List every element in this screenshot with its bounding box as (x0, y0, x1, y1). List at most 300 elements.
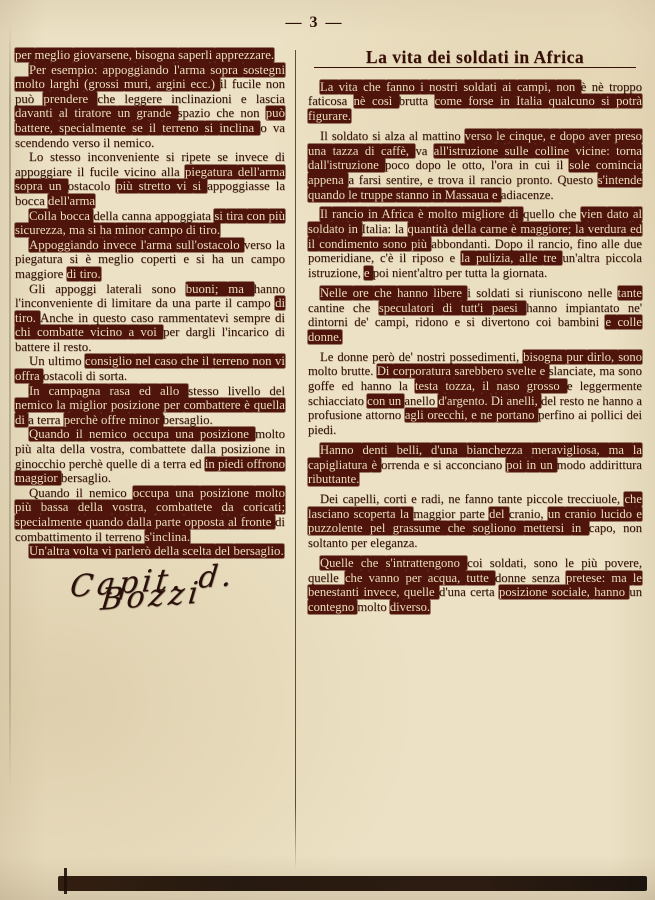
word: un (629, 585, 642, 600)
word: si (87, 223, 100, 238)
word: si (515, 285, 530, 300)
word: bocca (60, 208, 94, 223)
word: è (511, 222, 521, 237)
word: con (246, 208, 269, 223)
word: di (15, 412, 29, 427)
word: che (624, 491, 642, 506)
word: corporatura (392, 364, 455, 379)
word: diverso. (389, 599, 431, 614)
word: grassume (392, 521, 448, 536)
word: capo, (588, 521, 624, 536)
word: tiro. (79, 266, 101, 281)
word: che (363, 79, 387, 94)
word: è (371, 457, 382, 472)
word: in (500, 94, 517, 109)
word: anelli, (506, 393, 541, 408)
word: hanno (360, 379, 399, 394)
paragraph (15, 63, 285, 151)
word: ne (587, 393, 603, 408)
word: fino (576, 236, 602, 251)
word: Il (320, 128, 332, 143)
word: istruzione, (308, 266, 364, 281)
word: tante (617, 285, 643, 300)
word: di (275, 310, 285, 325)
word: e (492, 187, 501, 202)
word: mattino (422, 128, 465, 143)
word: davanti (15, 106, 59, 121)
word: dalla (190, 442, 221, 457)
word: la (394, 222, 408, 237)
word: si (601, 94, 617, 109)
word: che (447, 521, 473, 536)
word: qualcuno (548, 94, 602, 109)
word: s'intende (597, 172, 643, 187)
word: (grossi (84, 77, 124, 92)
word: e (423, 457, 434, 472)
word: quello (523, 207, 559, 222)
word: in (348, 222, 362, 237)
word: verso (243, 237, 276, 252)
word: del (489, 506, 509, 521)
word: hanno (602, 393, 637, 408)
word: portano (495, 408, 539, 423)
word: vicino (123, 164, 162, 179)
word: che (360, 555, 386, 570)
word: due (623, 236, 643, 251)
word: colle (617, 315, 642, 330)
word: offrono (246, 456, 286, 471)
word: appoggiare (15, 164, 78, 179)
word: di (275, 150, 285, 165)
word: forse (468, 94, 500, 109)
word: la (398, 379, 415, 394)
paragraph (15, 238, 285, 282)
word: alle (519, 251, 544, 266)
word: tutt'i (460, 300, 492, 315)
word: giovarsene, (73, 48, 136, 62)
word: non (265, 77, 285, 92)
word: quelle (308, 570, 345, 585)
word: di (275, 296, 286, 311)
word: hanno (594, 585, 630, 600)
word: s'inclina. (144, 529, 191, 544)
word: Anche (39, 310, 79, 325)
word: abbondanti. (431, 236, 495, 251)
word: la (275, 237, 285, 252)
word: cranio (564, 506, 601, 521)
word: a (128, 325, 141, 340)
word: ne (448, 491, 465, 506)
word: il (225, 296, 237, 311)
word: al (58, 106, 75, 121)
word: vicine: (575, 143, 617, 158)
word: i (467, 285, 477, 300)
word: il (75, 427, 89, 442)
word: ridono (415, 315, 455, 330)
word: riuniscono (529, 285, 588, 300)
word: in (204, 456, 219, 471)
word: dell'arma (237, 164, 285, 179)
word: libere (433, 285, 468, 300)
word: non (240, 106, 266, 121)
word: del (214, 544, 234, 559)
word: donne. (308, 329, 342, 344)
word: sentire, (385, 172, 428, 187)
word: possedimenti, (449, 349, 524, 364)
word: condimento (319, 236, 383, 251)
word: per (15, 48, 35, 62)
word: e (427, 172, 438, 187)
word: in (431, 187, 445, 202)
word: pretese: (566, 570, 612, 585)
word: può (265, 106, 285, 121)
word: si (69, 252, 86, 267)
word: muri, (123, 77, 157, 92)
word: più (15, 500, 41, 515)
word: un (540, 457, 557, 472)
word: una (175, 427, 200, 442)
word: di (85, 369, 100, 384)
word: tutta (464, 266, 491, 281)
word: caffè, (381, 143, 416, 158)
word: della (60, 442, 91, 457)
word: ed (189, 456, 205, 471)
word: un (230, 252, 251, 267)
word: l'arma (140, 237, 177, 252)
word: il (77, 164, 90, 179)
word: nè (353, 94, 372, 109)
word: parlerò (114, 544, 155, 559)
word: e (454, 315, 467, 330)
word: non (556, 79, 581, 94)
word: in (78, 310, 93, 325)
word: d'una (439, 585, 471, 600)
word: leggere (124, 91, 172, 106)
word: vi (176, 179, 193, 194)
word: apprezzare. (215, 48, 275, 62)
word: piegatura (185, 164, 238, 179)
word: pollici (590, 408, 627, 423)
page-number: — 3 — (285, 14, 344, 31)
word: inclina (219, 120, 261, 135)
word: hanno (397, 285, 434, 300)
word: posizione (110, 398, 164, 413)
word: battere, (15, 120, 60, 135)
word: le (496, 128, 510, 143)
word: vicino (90, 325, 129, 340)
word: acqua, (427, 570, 467, 585)
word: di (185, 223, 200, 238)
word: Quando (29, 427, 76, 442)
word: sulle (504, 143, 535, 158)
word: tiratore (74, 106, 118, 121)
word: invece (234, 150, 276, 165)
paragraph (308, 443, 642, 487)
word: spazio (177, 106, 217, 121)
word: per (163, 398, 184, 413)
word: nemico (89, 485, 133, 500)
word: stesso (50, 150, 88, 165)
word: quando (85, 515, 127, 529)
word: corti (383, 491, 412, 506)
word: sopra (210, 62, 244, 77)
word: otto, (462, 158, 491, 173)
word: larghi (49, 77, 85, 92)
word: posizione (199, 427, 256, 442)
word: la (490, 266, 503, 281)
word: inconveniente (87, 150, 167, 165)
word: nostri (429, 79, 464, 94)
signature: Capit. d. Bozzi (68, 557, 238, 618)
word: ma (608, 442, 633, 457)
word: ma (228, 281, 254, 296)
word: e (550, 128, 560, 143)
word: della (77, 500, 113, 515)
word: ed (341, 379, 361, 394)
word: paesi (491, 300, 527, 315)
word: quelle (403, 585, 440, 600)
word: occupa (132, 485, 176, 500)
word: sarebbero (454, 364, 507, 379)
word: terreno (105, 529, 145, 544)
word: campo (250, 252, 285, 267)
word: in (275, 442, 285, 457)
word: e (605, 315, 618, 330)
word: soldato (308, 222, 349, 237)
word: la (56, 398, 70, 413)
word: inclinazioni (171, 91, 241, 106)
word: naso (496, 379, 527, 394)
word: della (451, 222, 481, 237)
word: si (166, 150, 182, 165)
word: Il (320, 207, 333, 222)
word: testa (415, 379, 446, 394)
word: resto. (63, 339, 92, 354)
word: pulizia, (475, 251, 520, 266)
word: ginocchio (15, 456, 69, 471)
word: tre (543, 251, 563, 266)
word: come (434, 94, 469, 109)
word: il (53, 339, 64, 354)
word: maggior (413, 506, 460, 521)
scan-edge-tick (64, 868, 67, 894)
scan-edge-bottom (58, 876, 647, 891)
word: un (48, 179, 68, 194)
word: Un'altra (29, 544, 73, 559)
word: benestanti (308, 585, 364, 600)
word: combatte (36, 325, 91, 340)
word: brutte. (340, 364, 377, 379)
word: stanno (395, 187, 432, 202)
word: riposo (412, 251, 450, 266)
word: Quando (29, 485, 76, 500)
word: parte (195, 296, 225, 311)
word: campi, (516, 79, 557, 94)
word: Di (490, 393, 507, 408)
word: ne (480, 408, 496, 423)
word: non (623, 521, 642, 536)
word: della (154, 544, 183, 559)
word: povere, (604, 555, 642, 570)
word: trova (437, 172, 469, 187)
word: quella (253, 398, 285, 413)
word: rancio, (538, 236, 577, 251)
word: impiantato (565, 300, 628, 315)
word: si (204, 120, 220, 135)
word: brutta (398, 94, 435, 109)
word: e (566, 379, 580, 394)
word: un'altra (562, 251, 606, 266)
word: prendere (43, 91, 98, 106)
word: la (575, 222, 588, 237)
word: di (508, 207, 524, 222)
word: goffe (308, 379, 342, 394)
page-columns (15, 48, 642, 870)
word: maggior (15, 471, 61, 486)
word: attorno (365, 408, 405, 423)
word: del (540, 393, 560, 408)
word: dopo (415, 158, 447, 173)
word: livello (227, 383, 270, 398)
word: perfino (538, 408, 579, 423)
word: da (221, 500, 244, 515)
word: anello (404, 393, 439, 408)
word: all'istruzione (433, 143, 505, 158)
word: hanno (253, 281, 286, 296)
word: ha (211, 252, 231, 267)
word: il (556, 158, 570, 173)
word: terreno (212, 354, 253, 369)
word: vostra, (90, 442, 130, 457)
word: al (409, 128, 423, 143)
word: un (547, 506, 565, 521)
word: più (581, 555, 605, 570)
word: Quelle (320, 555, 361, 570)
word: che (558, 207, 581, 222)
word: che (344, 570, 369, 585)
word: tira (226, 208, 247, 223)
word: posizione (220, 442, 276, 457)
word: buoni; (185, 281, 229, 296)
word: ai (502, 79, 517, 94)
word: Un (29, 354, 49, 369)
word: laterali (106, 281, 152, 296)
word: addirittura (589, 457, 642, 472)
word: sono (618, 364, 642, 379)
word: ecc.) (190, 77, 220, 92)
word: in (367, 207, 382, 222)
word: offra (15, 369, 43, 384)
word: offre (101, 412, 129, 427)
word: in (571, 521, 589, 536)
word: dei (626, 408, 642, 423)
word: terreno (162, 120, 205, 135)
word: dalla (126, 515, 156, 529)
word: grande (136, 106, 178, 121)
word: d'argento. (438, 393, 491, 408)
word: poi (506, 457, 527, 472)
paragraph (15, 282, 285, 355)
word: bocca (15, 193, 49, 208)
word: piegatura (15, 252, 70, 267)
word: bersaglio. (162, 412, 213, 427)
word: pomeridiane, (308, 251, 380, 266)
word: il (219, 77, 232, 92)
word: verso (464, 128, 497, 143)
word: carne (480, 222, 512, 237)
word: Lo (29, 150, 51, 165)
word: minor (128, 412, 163, 427)
word: denti (362, 442, 397, 457)
word: maggiore; (520, 222, 576, 237)
word: dopo (559, 128, 589, 143)
word: miglior (69, 398, 111, 413)
word: posizione (199, 485, 256, 500)
word: sociale, (551, 585, 595, 600)
word: pur (566, 349, 588, 364)
word: sogliono (472, 521, 524, 536)
word: grosso (526, 379, 567, 394)
word: di (442, 300, 461, 315)
word: soltanto (308, 536, 352, 551)
word: per (351, 536, 371, 551)
word: nostri (416, 349, 450, 364)
word: tutte (466, 570, 495, 585)
paragraph (308, 350, 642, 438)
word: divertono (481, 315, 536, 330)
word: va (272, 120, 285, 135)
word: combattimento (15, 529, 95, 544)
word: ributtante. (308, 472, 360, 487)
word: coperti (140, 252, 184, 267)
article-title: La vita dei soldati in Africa (314, 50, 636, 68)
word: capelli, (342, 491, 384, 506)
word: ed (630, 222, 642, 237)
word: aver (588, 128, 615, 143)
word: ed (139, 383, 161, 398)
word: Dopo (494, 236, 527, 251)
word: campo (148, 223, 186, 238)
word: una (175, 485, 200, 500)
word: il (308, 236, 320, 251)
word: sicurezza, (15, 223, 69, 238)
word: ai (578, 408, 591, 423)
word: ma (69, 223, 88, 238)
word: della (93, 208, 122, 223)
word: nient'altro (391, 266, 446, 281)
scan-edge-left (9, 24, 11, 790)
word: è (580, 79, 592, 94)
word: migliore (461, 207, 509, 222)
word: più (410, 236, 432, 251)
word: Italia (516, 94, 549, 109)
paragraph (15, 427, 285, 485)
word: dirlo, (587, 349, 619, 364)
word: si (372, 128, 385, 143)
word: poco (384, 158, 416, 173)
word: di (140, 456, 154, 471)
word: combattete (129, 442, 191, 457)
word: rasa (109, 383, 139, 398)
word: saperli (178, 48, 216, 62)
word: da (155, 296, 173, 311)
word: quando (308, 187, 349, 202)
paragraph (15, 209, 285, 238)
word: acconciano (445, 457, 507, 472)
word: ripete (181, 150, 218, 165)
word: soldati (463, 79, 503, 94)
word: ha (99, 223, 115, 238)
